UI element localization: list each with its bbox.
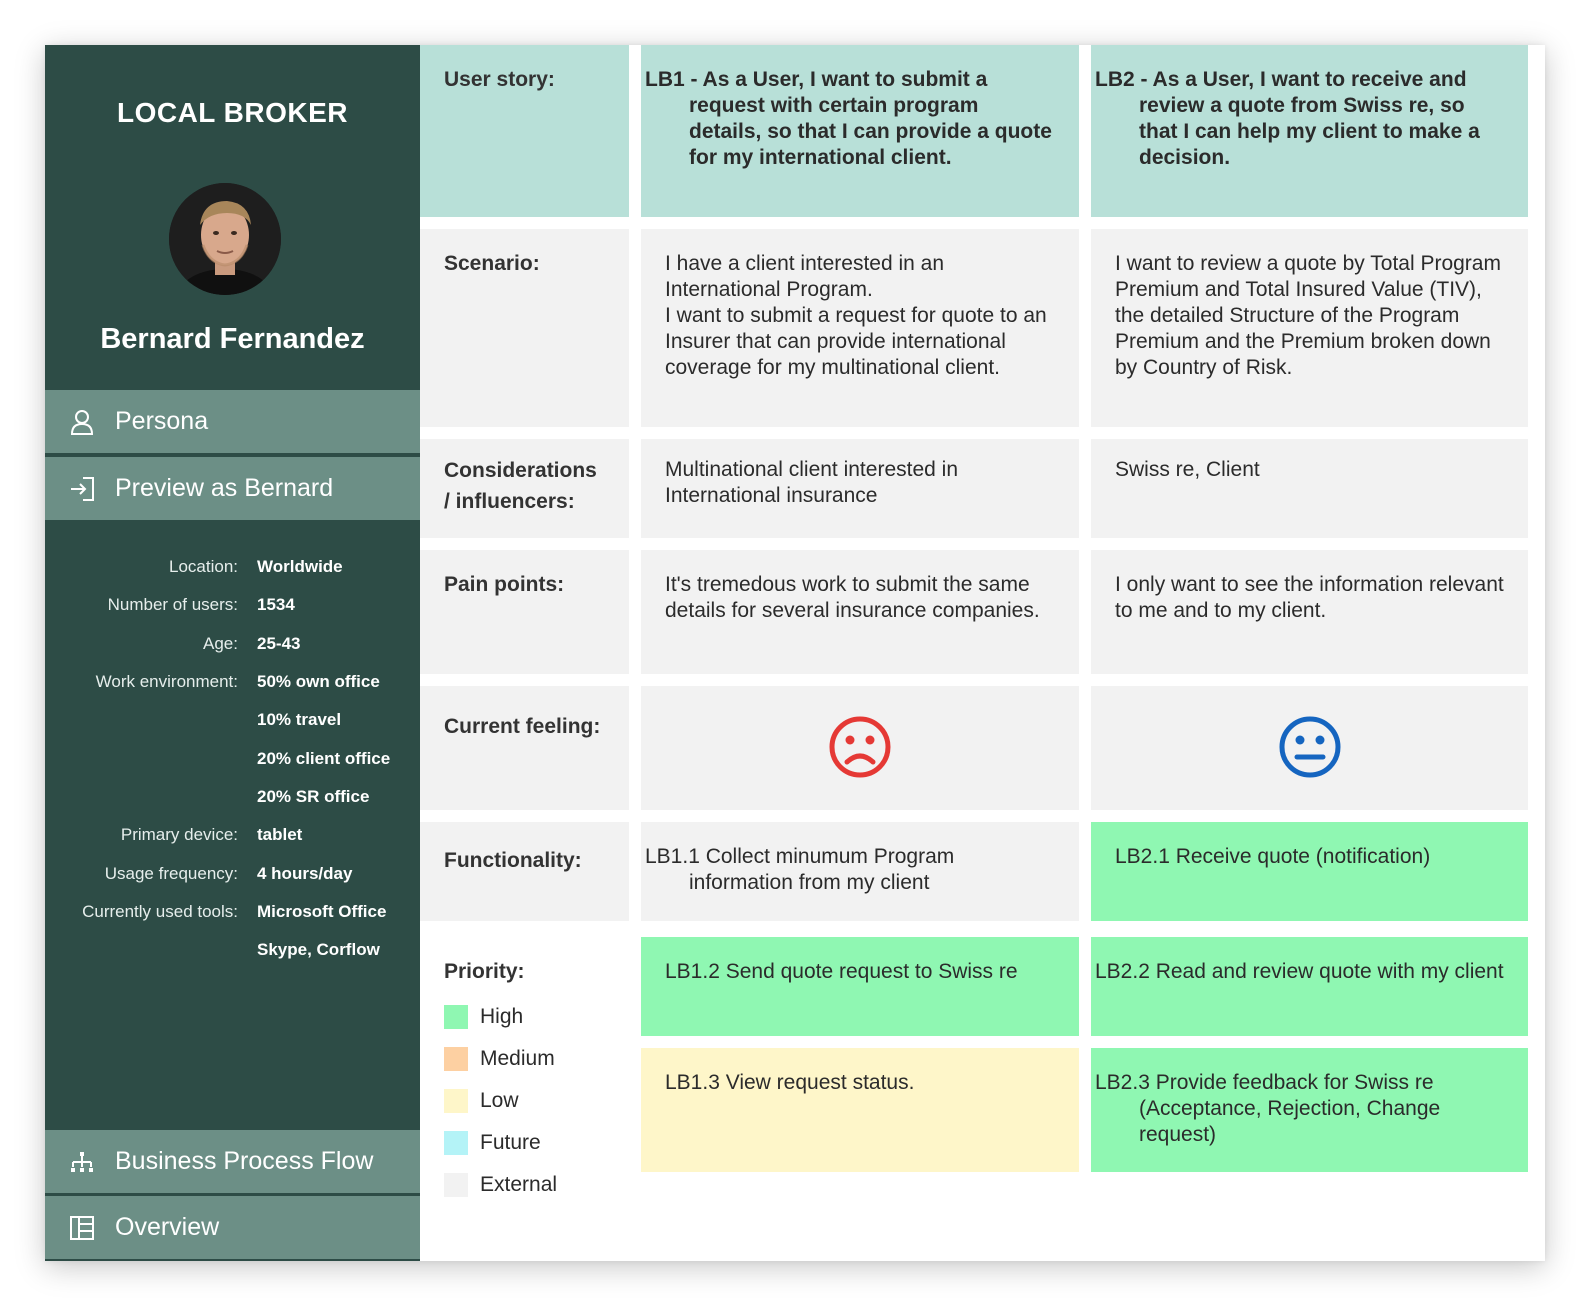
functionality-lb2-1: LB2.1 Receive quote (notification) [1091, 822, 1528, 921]
info-label: Age: [203, 634, 238, 653]
info-label: Location: [169, 557, 238, 576]
nav-overview-label: Overview [115, 1213, 220, 1241]
legend-item-high [444, 1005, 523, 1029]
considerations-lb1: Multinational client interested in International insurance [641, 439, 1079, 538]
legend-swatch [444, 1047, 468, 1071]
nav-overview[interactable] [45, 1196, 420, 1259]
legend-swatch [444, 1089, 468, 1113]
functionality-lb1-1: LB1.1 Collect minumum Program information from my client [641, 822, 1079, 921]
row-label-user-story: User story: [420, 45, 629, 217]
nav-preview-label: Preview as Bernard [115, 474, 334, 502]
info-row [45, 787, 420, 817]
persona-card [45, 45, 1545, 1261]
pain-points-lb2: I only want to see the information relevant to me and to my client. [1091, 550, 1528, 674]
row-label-functionality: Functionality: [420, 822, 629, 921]
info-label: Work environment: [95, 672, 238, 691]
nav-bpf-label: Business Process Flow [115, 1147, 374, 1175]
info-row [45, 825, 420, 855]
sad-face-icon [828, 715, 892, 779]
nav-business-process-flow[interactable] [45, 1130, 420, 1193]
nav-persona-label: Persona [115, 407, 209, 435]
considerations-lb2: Swiss re, Client [1091, 439, 1528, 538]
info-row [45, 864, 420, 894]
functionality-lb1-3: LB1.3 View request status. [641, 1048, 1079, 1172]
legend-label: Future [480, 1131, 541, 1154]
legend-item-external [444, 1173, 557, 1197]
legend-item-low [444, 1089, 519, 1113]
legend-swatch [444, 1005, 468, 1029]
avatar [169, 183, 281, 295]
info-row [45, 710, 420, 740]
current-feeling-lb1 [641, 686, 1079, 810]
info-row [45, 940, 420, 970]
user-story-lb1: LB1 - As a User, I want to submit a request with certain program details, so that I can provide a quote for my international client. [641, 45, 1079, 217]
legend-label: High [480, 1005, 524, 1028]
pain-points-lb1: It's tremedous work to submit the same details for several insurance companies. [641, 550, 1079, 674]
info-label: Usage frequency: [104, 864, 238, 883]
info-row [45, 902, 420, 932]
legend-swatch [444, 1173, 468, 1197]
info-row [45, 634, 420, 664]
legend-swatch [444, 1131, 468, 1155]
current-feeling-lb2 [1091, 686, 1528, 810]
user-icon [69, 409, 95, 435]
avatar-image [169, 183, 281, 295]
info-label: Number of users: [107, 595, 238, 614]
sidebar [45, 45, 420, 1261]
sitemap-icon [69, 1149, 95, 1175]
priority-label: Priority: [444, 960, 525, 983]
info-value: 1534 [257, 595, 295, 614]
row-label-scenario: Scenario: [420, 229, 629, 427]
scenario-lb2: I want to review a quote by Total Program Premium and Total Insured Value (TIV), the detailed Structure of the Program Premium and the Premium broken down by Country of Risk. [1091, 229, 1528, 427]
legend-label: Medium [480, 1047, 555, 1070]
nav-persona[interactable] [45, 390, 420, 453]
layout-icon [69, 1215, 95, 1241]
info-row [45, 749, 420, 779]
info-value: tablet [257, 825, 303, 844]
neutral-face-icon [1278, 715, 1342, 779]
info-value: 10% travel [257, 710, 342, 729]
functionality-lb2-3: LB2.3 Provide feedback for Swiss re (Acceptance, Rejection, Change request) [1091, 1048, 1528, 1172]
info-value: Microsoft Office [257, 902, 387, 921]
functionality-lb2-2: LB2.2 Read and review quote with my client [1091, 937, 1528, 1036]
info-value: Worldwide [257, 557, 343, 576]
scenario-lb1: I have a client interested in an International Program. I want to submit a request for quote to an Insurer that can provide international coverage for my multinational client. [641, 229, 1079, 427]
persona-name: Bernard Fernandez [100, 323, 365, 355]
info-value: 4 hours/day [257, 864, 353, 883]
functionality-lb1-2: LB1.2 Send quote request to Swiss re [641, 937, 1079, 1036]
info-row [45, 557, 420, 587]
row-label-current-feeling: Current feeling: [420, 686, 629, 810]
info-row [45, 672, 420, 702]
legend-label: External [480, 1173, 558, 1196]
legend-item-future [444, 1131, 541, 1155]
user-story-lb2: LB2 - As a User, I want to receive and review a quote from Swiss re, so that I can help my client to make a decision. [1091, 45, 1528, 217]
info-value: 25-43 [257, 634, 301, 653]
legend-item-medium [444, 1047, 555, 1071]
info-value: Skype, Corflow [257, 940, 380, 959]
sign-in-icon [69, 476, 95, 502]
info-value: 20% SR office [257, 787, 370, 806]
row-label-pain-points: Pain points: [420, 550, 629, 674]
user-story-grid [420, 45, 1545, 1261]
row-label-considerations: Considerations / influencers: [420, 439, 629, 538]
info-row [45, 595, 420, 625]
legend-label: Low [480, 1089, 519, 1112]
nav-preview[interactable] [45, 457, 420, 520]
brand-title: LOCAL BROKER [116, 97, 349, 128]
info-value: 20% client office [257, 749, 391, 768]
info-value: 50% own office [257, 672, 380, 691]
info-label: Currently used tools: [82, 902, 238, 921]
info-label: Primary device: [120, 825, 238, 844]
